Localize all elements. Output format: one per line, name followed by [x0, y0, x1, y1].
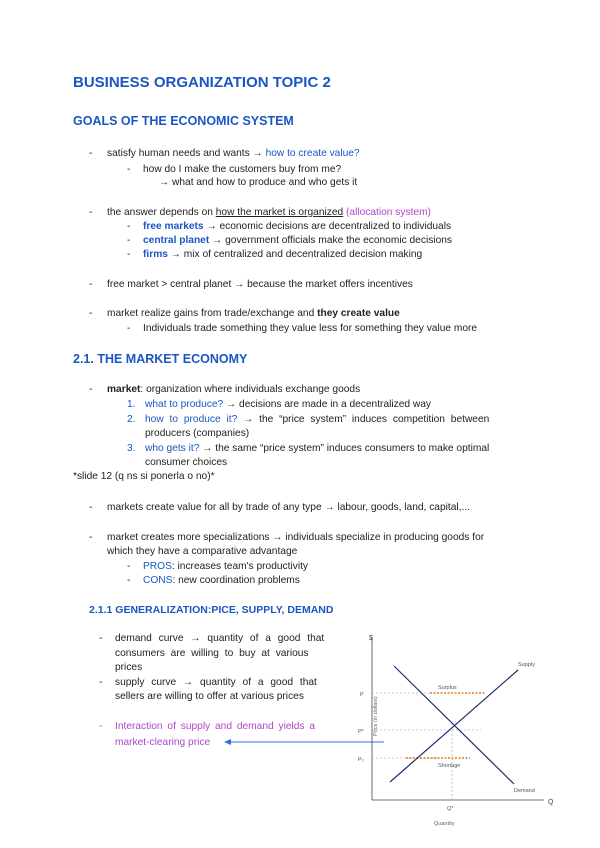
bullet-dash: -: [127, 235, 131, 246]
bullet-dash: -: [89, 279, 93, 290]
list-number: 3.: [127, 443, 136, 454]
question-3-cont: consumer choices: [145, 457, 228, 468]
demand-line-1: demand curve → quantity of a good that: [115, 633, 325, 644]
section-heading-goals: GOALS OF THE ECONOMIC SYSTEM: [73, 114, 294, 128]
goal-line-6: market realize gains from trade/exchange and they create value: [107, 308, 400, 319]
section-heading-market-economy: 2.1. THE MARKET ECONOMY: [73, 352, 248, 366]
bullet-dash: -: [89, 384, 93, 395]
list-number: 2.: [127, 414, 136, 425]
goal-line-4: the answer depends on how the market is organized (allocation system): [107, 207, 431, 218]
bullet-dash: -: [127, 323, 131, 334]
market-line-1: markets create value for all by trade of any type → labour, goods, land, capital,...: [107, 502, 470, 513]
demand-line-3: prices: [115, 662, 143, 673]
p-high-label: P: [360, 692, 364, 698]
bullet-dash: -: [89, 308, 93, 319]
supply-line-2: sellers are willing to offer at various prices: [115, 691, 304, 702]
market-definition: market: organization where individuals exchange goods: [107, 384, 361, 395]
bullet-dash: -: [127, 249, 131, 260]
bullet-dash: -: [89, 532, 93, 543]
supply-demand-graph: [358, 630, 556, 830]
goal-line-2: how do I make the customers buy from me?: [143, 164, 342, 175]
goal-line-3: → what and how to produce and who gets it: [159, 177, 358, 188]
bullet-dash: -: [99, 677, 103, 688]
market-line-2: market creates more specializations → individuals specialize in producing goods for: [107, 532, 485, 543]
bullet-dash: -: [89, 148, 93, 159]
question-3: who gets it? → the same “price system” induces consumers to make optimal: [145, 443, 490, 454]
free-markets-line: free markets → economic decisions are decentralized to individuals: [143, 221, 452, 232]
section-heading-generalization: 2.1.1 GENERALIZATION:PICE, SUPPLY, DEMAND: [89, 604, 334, 616]
question-1: what to produce? → decisions are made in a decentralized way: [145, 399, 432, 410]
bullet-dash: -: [89, 502, 93, 513]
pros-line: PROS: increases team's productivity: [143, 561, 309, 572]
demand-line-2: consumers are willing to buy at various: [115, 648, 309, 659]
question-2: how to produce it? → the “price system” induces competition between: [145, 414, 490, 425]
p-low-label: P₂: [358, 757, 364, 763]
supply-line-1: supply curve → quantity of a good that: [115, 677, 317, 688]
bullet-dash: -: [127, 561, 131, 572]
bullet-dash: -: [127, 575, 131, 586]
list-number: 1.: [127, 399, 136, 410]
interaction-line-1: Interaction of supply and demand yields a: [115, 721, 316, 732]
question-2-cont: producers (companies): [145, 428, 250, 439]
goal-line-1: satisfy human needs and wants → how to create value?: [107, 148, 360, 159]
bullet-dash: -: [127, 164, 131, 175]
firms-line: firms → mix of centralized and decentralized decision making: [143, 249, 423, 260]
interaction-line-2: market-clearing price: [115, 737, 211, 748]
market-line-2-cont: which they have a comparative advantage: [107, 546, 298, 557]
slide-note: *slide 12 (q ns si ponerla o no)*: [73, 471, 215, 482]
central-planet-line: central planet → government officials make the economic decisions: [143, 235, 452, 246]
goal-line-5: free market > central planet → because the market offers incentives: [107, 279, 413, 290]
x-axis-symbol: Q: [548, 799, 554, 806]
surplus-label: Surplus: [438, 685, 457, 691]
pointer-arrow: [220, 735, 390, 749]
shortage-label: Shortage: [438, 763, 461, 769]
bullet-dash: -: [127, 221, 131, 232]
goal-line-7: Individuals trade something they value less for something they value more: [143, 323, 478, 334]
supply-label: Supply: [518, 662, 535, 668]
demand-label: Demand: [514, 788, 535, 794]
x-axis-label: Quantity: [434, 821, 455, 827]
bullet-dash: -: [99, 633, 103, 644]
q-star-label: Q*: [447, 806, 454, 812]
y-axis-symbol: $: [369, 635, 373, 642]
cons-line: CONS: new coordination problems: [143, 575, 300, 586]
page-title: BUSINESS ORGANIZATION TOPIC 2: [73, 74, 331, 91]
bullet-dash: -: [99, 721, 103, 732]
p-star-label: P*: [358, 729, 364, 735]
bullet-dash: -: [89, 207, 93, 218]
y-axis-label: Price (in dollars): [373, 696, 379, 736]
